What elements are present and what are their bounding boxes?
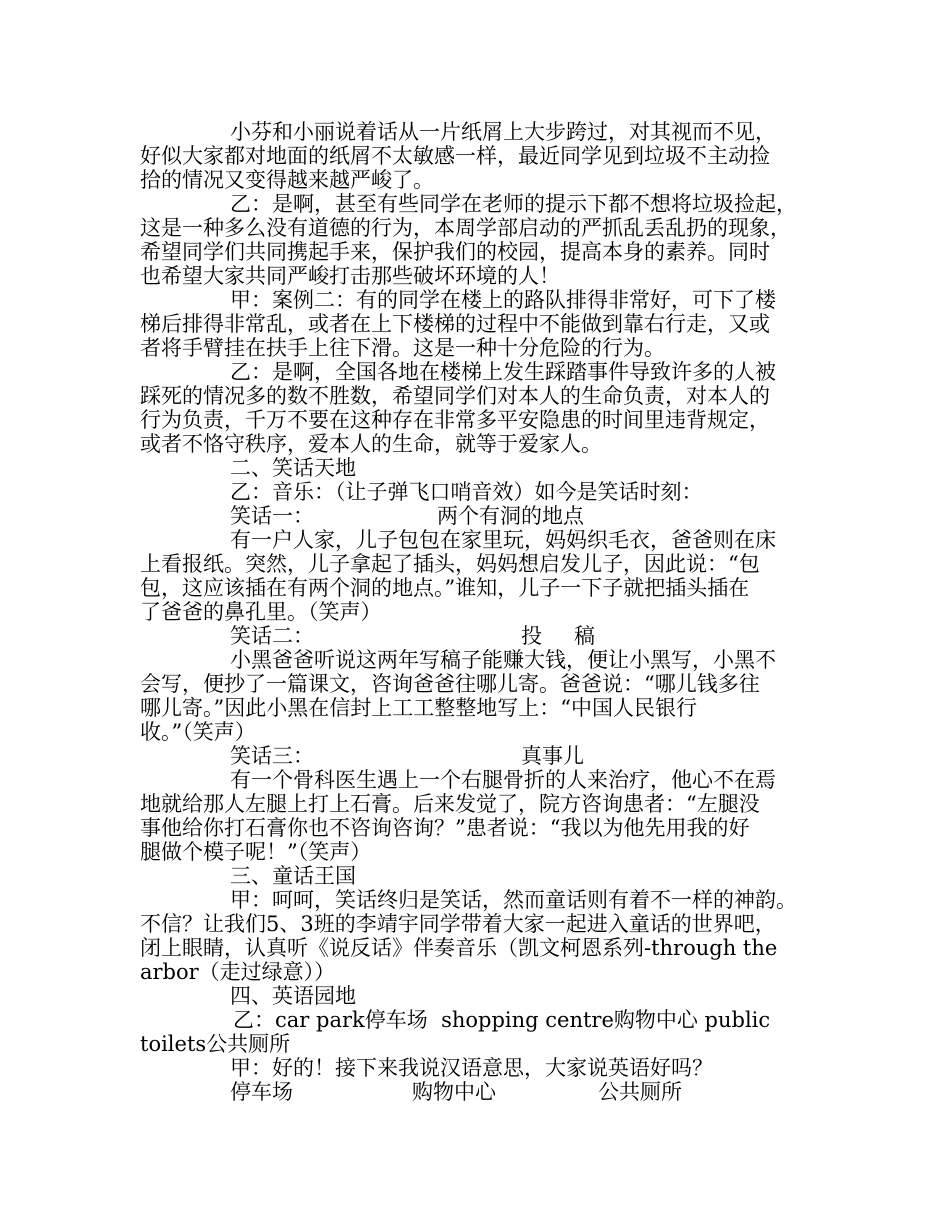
text-line: 包，这应该插在有两个洞的地点。”谁知，儿子一下子就把插头插在 xyxy=(140,576,750,600)
joke-title: 真事儿 xyxy=(521,744,584,768)
text-line: 收。”（笑声） xyxy=(140,720,256,744)
text-line: 者将手臂挂在扶手上往下滑。这是一种十分危险的行为。 xyxy=(140,336,665,360)
joke-title-part: 稿 xyxy=(574,624,595,648)
section-heading: 二、笑话天地 xyxy=(230,456,356,480)
joke-title-part: 投 xyxy=(521,624,542,648)
text-line: 也希望大家共同严峻打击那些破坏环境的人！ xyxy=(140,264,560,288)
text-line: 乙：是啊，全国各地在楼梯上发生踩踏事件导致许多的人被 xyxy=(230,360,776,384)
text-line: 乙：音乐：（让子弹飞口哨音效）如今是笑话时刻： xyxy=(230,480,703,504)
text-line: 甲：案例二：有的同学在楼上的路队排得非常好，可下了楼 xyxy=(230,288,776,312)
text-line: 了爸爸的鼻孔里。（笑声） xyxy=(140,600,382,624)
text-line: 腿做个模子呢！”（笑声） xyxy=(140,840,372,864)
text-line: 会写，便抄了一篇课文，咨询爸爸往哪儿寄。爸爸说：“哪儿钱多往 xyxy=(140,672,760,696)
text-line: 上看报纸。突然，儿子拿起了插头，妈妈想启发儿子，因此说：“包 xyxy=(140,552,760,576)
vocab-item: 公共厕所 xyxy=(598,1080,682,1104)
text-line: 小黑爸爸听说这两年写稿子能赚大钱，便让小黑写，小黑不 xyxy=(230,648,776,672)
text-line: 踩死的情况多的数不胜数，希望同学们对本人的生命负责，对本人的 xyxy=(140,384,770,408)
section-heading: 三、童话王国 xyxy=(230,864,356,888)
text-line: 不信？让我们5、3班的李靖宇同学带着大家一起进入童话的世界吧， xyxy=(140,912,776,936)
text-line: 甲：呵呵，笑话终归是笑话，然而童话则有着不一样的神韵。 xyxy=(230,888,797,912)
text-line: 行为负责，千万不要在这种存在非常多平安隐患的时间里违背规定， xyxy=(140,408,770,432)
text-line: 地就给那人左腿上打上石膏。后来发觉了，院方咨询患者：“左腿没 xyxy=(140,792,760,816)
text-line: 乙：car park停车场 shopping centre购物中心 public xyxy=(233,1008,771,1032)
text-line: 事他给你打石膏你也不咨询咨询？”患者说：“我以为他先用我的好 xyxy=(140,816,750,840)
text-line: 或者不恪守秩序，爱本人的生命，就等于爱家人。 xyxy=(140,432,602,456)
text-line: 拾的情况又变得越来越严峻了。 xyxy=(140,168,434,192)
text-line: 有一户人家，儿子包包在家里玩，妈妈织毛衣，爸爸则在床 xyxy=(230,528,776,552)
text-line: 希望同学们共同携起手来，保护我们的校园，提高本身的素养。同时 xyxy=(140,240,770,264)
text-line: 甲：好的！接下来我说汉语意思，大家说英语好吗？ xyxy=(230,1056,713,1080)
text-line: 小芬和小丽说着话从一片纸屑上大步跨过，对其视而不见， xyxy=(230,120,776,144)
text-line: 这是一种多么没有道德的行为，本周学部启动的严抓乱丢乱扔的现象， xyxy=(140,216,791,240)
text-line: 梯后排得非常乱，或者在上下楼梯的过程中不能做到靠右行走，又或 xyxy=(140,312,770,336)
text-line: arbor（走过绿意）） xyxy=(140,960,336,984)
text-line: toilets公共厕所 xyxy=(140,1032,291,1056)
joke-title: 两个有洞的地点 xyxy=(437,504,584,528)
text-line: 好似大家都对地面的纸屑不太敏感一样，最近同学见到垃圾不主动捡 xyxy=(140,144,770,168)
text-line: 有一个骨科医生遇上一个右腿骨折的人来治疗，他心不在焉 xyxy=(230,768,776,792)
vocab-item: 购物中心 xyxy=(412,1080,496,1104)
vocab-item: 停车场 xyxy=(230,1080,293,1104)
text-line: 闭上眼睛，认真听《说反话》伴奏音乐（凯文柯恩系列-through the xyxy=(140,936,778,960)
text-line: 哪儿寄。”因此小黑在信封上工工整整地写上：“中国人民银行 xyxy=(140,696,697,720)
text-line: 乙：是啊，甚至有些同学在老师的提示下都不想将垃圾捡起， xyxy=(230,192,797,216)
joke-label: 笑话三： xyxy=(230,744,314,768)
joke-label: 笑话二： xyxy=(230,624,314,648)
joke-label: 笑话一： xyxy=(230,504,314,528)
section-heading: 四、英语园地 xyxy=(230,984,356,1008)
